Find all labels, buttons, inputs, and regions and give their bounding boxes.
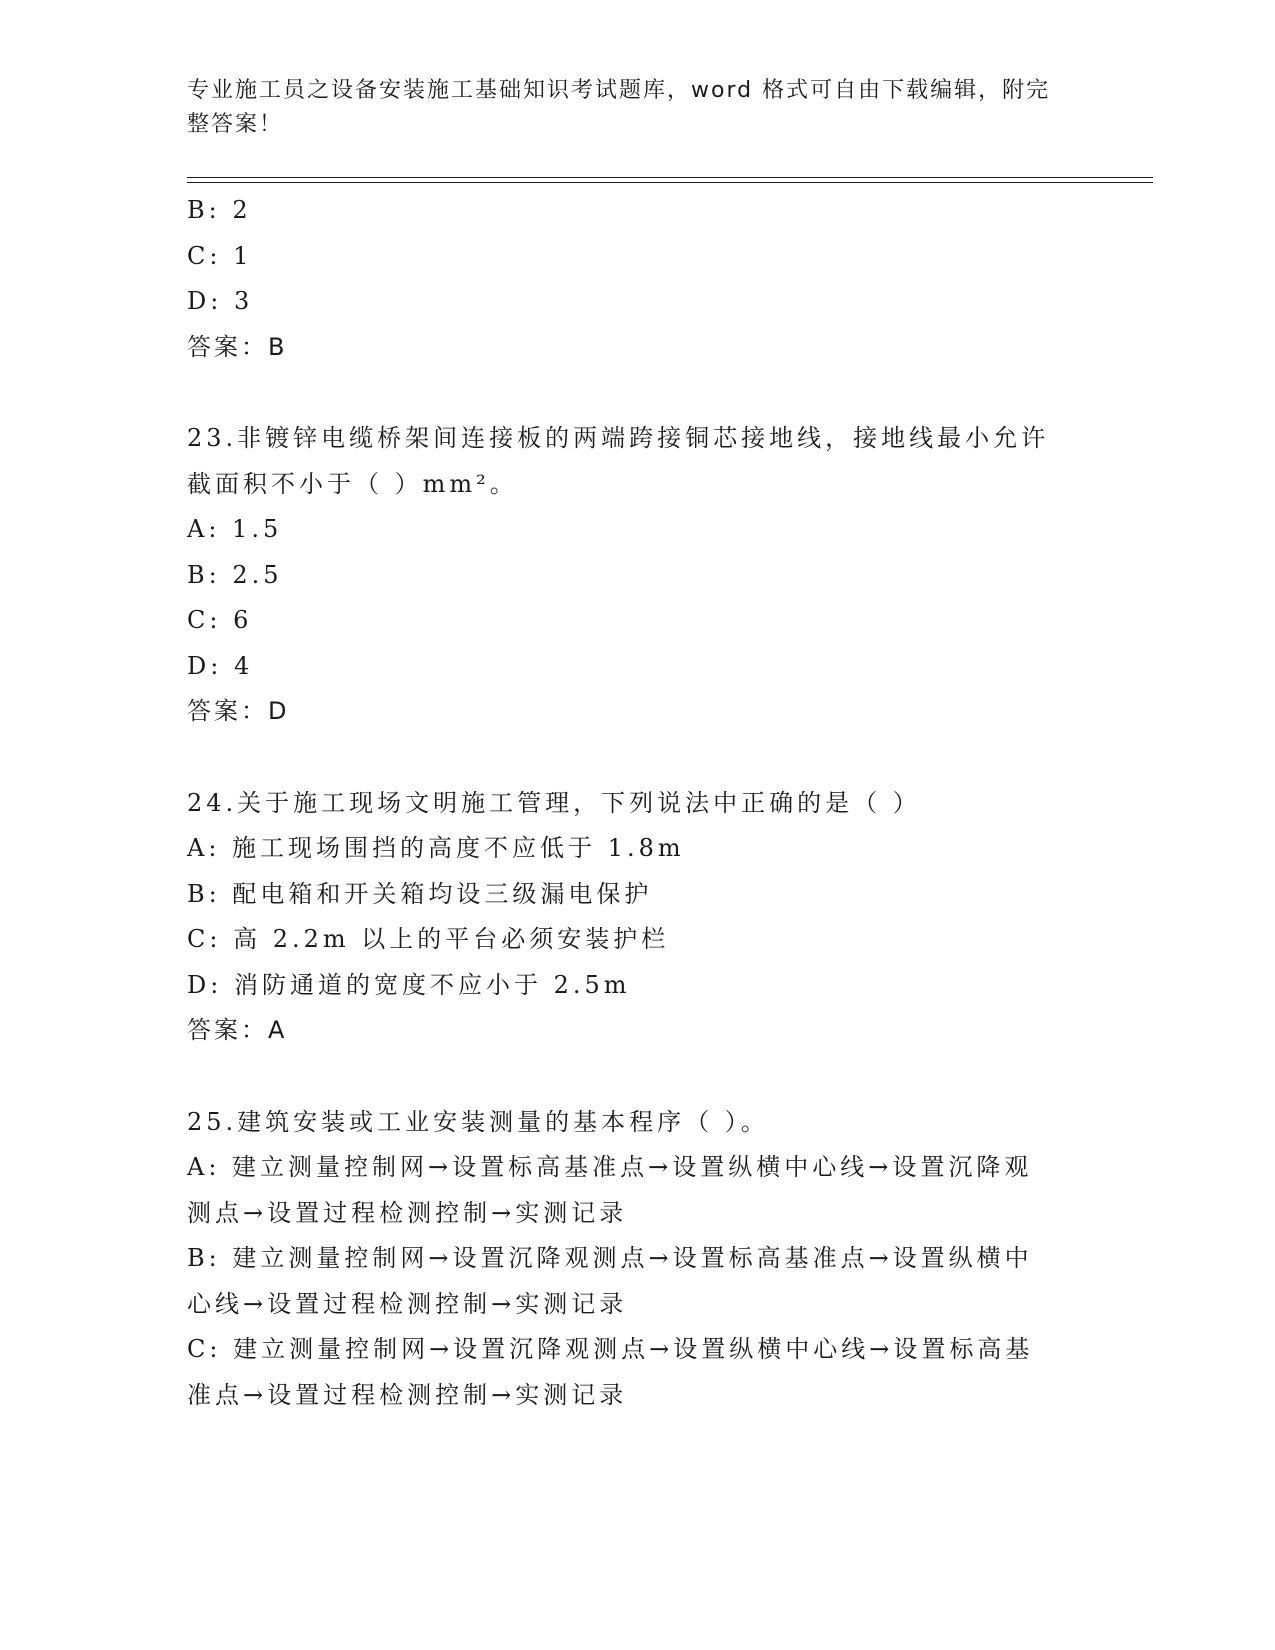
option-a: A: 1.5 [187,515,283,543]
option-c: C: 6 [187,606,253,634]
option-a: A: 施工现场围挡的高度不应低于 1.8m [187,834,685,862]
question-content [187,188,1087,1418]
option-a-line-1: A: 建立测量控制网→设置标高基准点→设置纵横中心线→设置沉降观 [187,1153,1033,1181]
document-header [187,74,1067,142]
option-b: B: 配电箱和开关箱均设三级漏电保护 [187,879,653,908]
option-a-line-2: 测点→设置过程检测控制→实测记录 [187,1198,628,1227]
header-title-line-1: 专业施工员之设备安装施工基础知识考试题库，word 格式可自由下载编辑，附完 [187,78,1051,103]
header-divider-bottom [187,182,1153,183]
question-stem-line: 24.关于施工现场文明施工管理，下列说法中正确的是（ ） [187,788,921,817]
option-b: B: 2.5 [187,560,283,589]
option-b-line-2: 心线→设置过程检测控制→实测记录 [187,1289,628,1318]
question-stem-line: 23.非镀锌电缆桥架间连接板的两端跨接铜芯接地线，接地线最小允许 [187,424,1050,452]
header-title-line-2: 整答案！ [187,112,284,137]
question-23 [187,416,1087,735]
option-b: B: 2 [187,196,252,224]
question-24 [187,781,1087,1054]
header-divider-top [187,177,1153,178]
option-c: C: 1 [187,241,253,270]
option-b-line-1: B: 建立测量控制网→设置沉降观测点→设置标高基准点→设置纵横中 [187,1244,1033,1272]
option-d: D: 消防通道的宽度不应小于 2.5m [187,970,631,999]
prev-question [187,188,1087,370]
option-c-line-1: C: 建立测量控制网→设置沉降观测点→设置纵横中心线→设置标高基 [187,1335,1034,1363]
question-stem-line: 25.建筑安装或工业安装测量的基本程序（ ）。 [187,1107,769,1136]
question-stem-line: 截面积不小于（ ）mm²。 [187,469,518,498]
answer-label: 答案：A [187,1016,288,1044]
option-c: C: 高 2.2m 以上的平台必须安装护栏 [187,925,670,953]
option-d: D: 3 [187,287,254,315]
answer-label: 答案：B [187,332,288,361]
option-c-line-2: 准点→设置过程检测控制→实测记录 [187,1380,628,1409]
answer-label: 答案：D [187,697,290,725]
question-25 [187,1100,1087,1419]
option-d: D: 4 [187,651,254,680]
